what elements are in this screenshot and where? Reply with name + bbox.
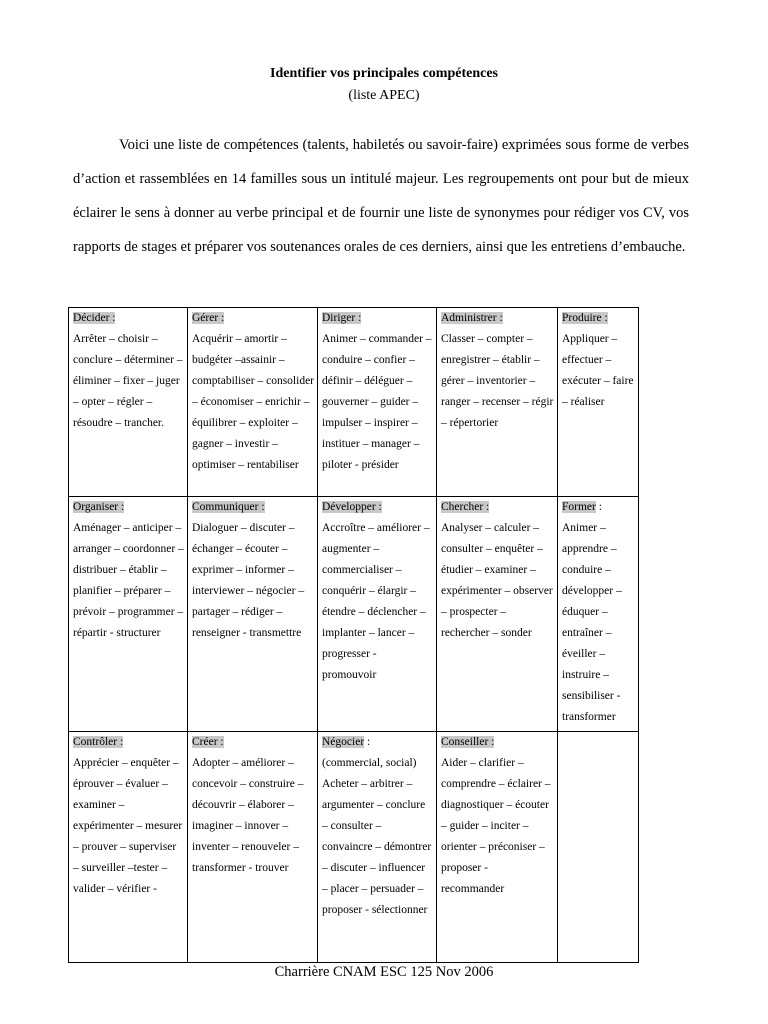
family-verbs: Arrêter – choisir – conclure – déterminer – éliminer – fixer – juger – opter – régler – résoudre – trancher.	[73, 333, 183, 429]
family-heading: Décider :	[73, 312, 116, 324]
competence-cell	[558, 308, 639, 497]
competence-cell	[437, 732, 558, 963]
family-heading: Chercher :	[441, 501, 490, 513]
competence-cell	[188, 308, 318, 497]
competence-cell	[188, 732, 318, 963]
family-heading: Négocier	[322, 736, 365, 748]
competence-cell	[318, 308, 437, 497]
table-row	[69, 732, 639, 963]
heading-suffix: :	[595, 501, 602, 513]
family-heading: Produire :	[562, 312, 608, 324]
family-verbs: Aider – clarifier – comprendre – éclairer – diagnostiquer – écouter – guider – inciter – orienter – préconiser – proposer - recommander	[441, 757, 551, 895]
family-verbs: Animer – apprendre – conduire – développer – éduquer – entraîner – éveiller – instruire – sensibiliser - transformer	[562, 522, 622, 723]
competence-cell	[69, 497, 188, 732]
family-heading: Diriger :	[322, 312, 362, 324]
family-verbs: Classer – compter – enregistrer – établir – gérer – inventorier – ranger – recenser – régir – répertorier	[441, 333, 554, 429]
competence-cell	[188, 497, 318, 732]
family-verbs: Analyser – calculer – consulter – enquêter – étudier – examiner – expérimenter – observer – prospecter – rechercher – sonder	[441, 522, 553, 639]
family-heading: Gérer :	[192, 312, 225, 324]
family-verbs: Appliquer – effectuer – exécuter – faire – réaliser	[562, 333, 634, 408]
family-heading: Organiser :	[73, 501, 125, 513]
family-heading: Conseiller :	[441, 736, 495, 748]
family-verbs: Apprécier – enquêter – éprouver – évaluer – examiner – expérimenter – mesurer – prouver – superviser – surveiller –tester – valider – vérifier -	[73, 757, 183, 895]
family-verbs: (commercial, social) Acheter – arbitrer – argumenter – conclure – consulter – convaincre – démontrer – discuter – influencer – placer – persuader – proposer - sélectionner	[322, 757, 432, 916]
family-heading: Communiquer :	[192, 501, 265, 513]
family-verbs: Dialoguer – discuter – échanger – écouter – exprimer – informer – interviewer – négocier – partager – rédiger – renseigner - transmettre	[192, 522, 305, 639]
family-verbs: Animer – commander – conduire – confier – définir – déléguer – gouverner – guider – impulser – inspirer – instituer – manager – piloter - présider	[322, 333, 432, 471]
competence-cell	[558, 732, 639, 963]
family-heading: Former	[562, 501, 596, 513]
table-row	[69, 497, 639, 732]
competence-cell	[318, 497, 437, 732]
competence-cell	[437, 497, 558, 732]
competence-cell	[69, 308, 188, 497]
family-heading: Administrer :	[441, 312, 503, 324]
competence-cell	[437, 308, 558, 497]
family-verbs: Adopter – améliorer – concevoir – construire – découvrir – élaborer – imaginer – innover – inventer – renouveler – transformer - trouver	[192, 757, 304, 874]
document-subtitle: (liste APEC)	[348, 88, 420, 103]
page-footer: Charrière CNAM ESC 125 Nov 2006	[274, 964, 494, 980]
family-heading: Créer :	[192, 736, 224, 748]
competence-cell	[558, 497, 639, 732]
competence-cell	[318, 732, 437, 963]
document-title: Identifier vos principales compétences	[270, 66, 498, 81]
competences-table-body	[69, 308, 639, 963]
family-verbs: Aménager – anticiper – arranger – coordonner – distribuer – établir – planifier – préparer – prévoir – programmer – répartir - structurer	[73, 522, 184, 639]
intro-paragraph: Voici une liste de compétences (talents, habiletés ou savoir-faire) exprimées sous forme de verbes d’action et rassemblées en 14 familles sous un intitulé majeur. Les regroupements ont pour but de mieux éclairer le sens à donner au verbe principal et de fournir une liste de synonymes pour rédiger vos CV, vos rapports de stages et préparer vos soutenances orales de ces derniers, ainsi que les entretiens d’embauche.	[73, 137, 689, 255]
family-verbs: Acquérir – amortir – budgéter –assainir – comptabiliser – consolider – économiser – enrichir – équilibrer – exploiter – gagner – investir – optimiser – rentabiliser	[192, 333, 314, 471]
heading-suffix: :	[364, 736, 371, 748]
table-row	[69, 308, 639, 497]
competences-table	[68, 307, 639, 963]
family-heading: Contrôler :	[73, 736, 124, 748]
family-verbs: Accroître – améliorer – augmenter – commercialiser – conquérir – élargir – étendre – déclencher – implanter – lancer – progresser - promouvoir	[322, 522, 430, 681]
family-heading: Développer :	[322, 501, 382, 513]
competence-cell	[69, 732, 188, 963]
